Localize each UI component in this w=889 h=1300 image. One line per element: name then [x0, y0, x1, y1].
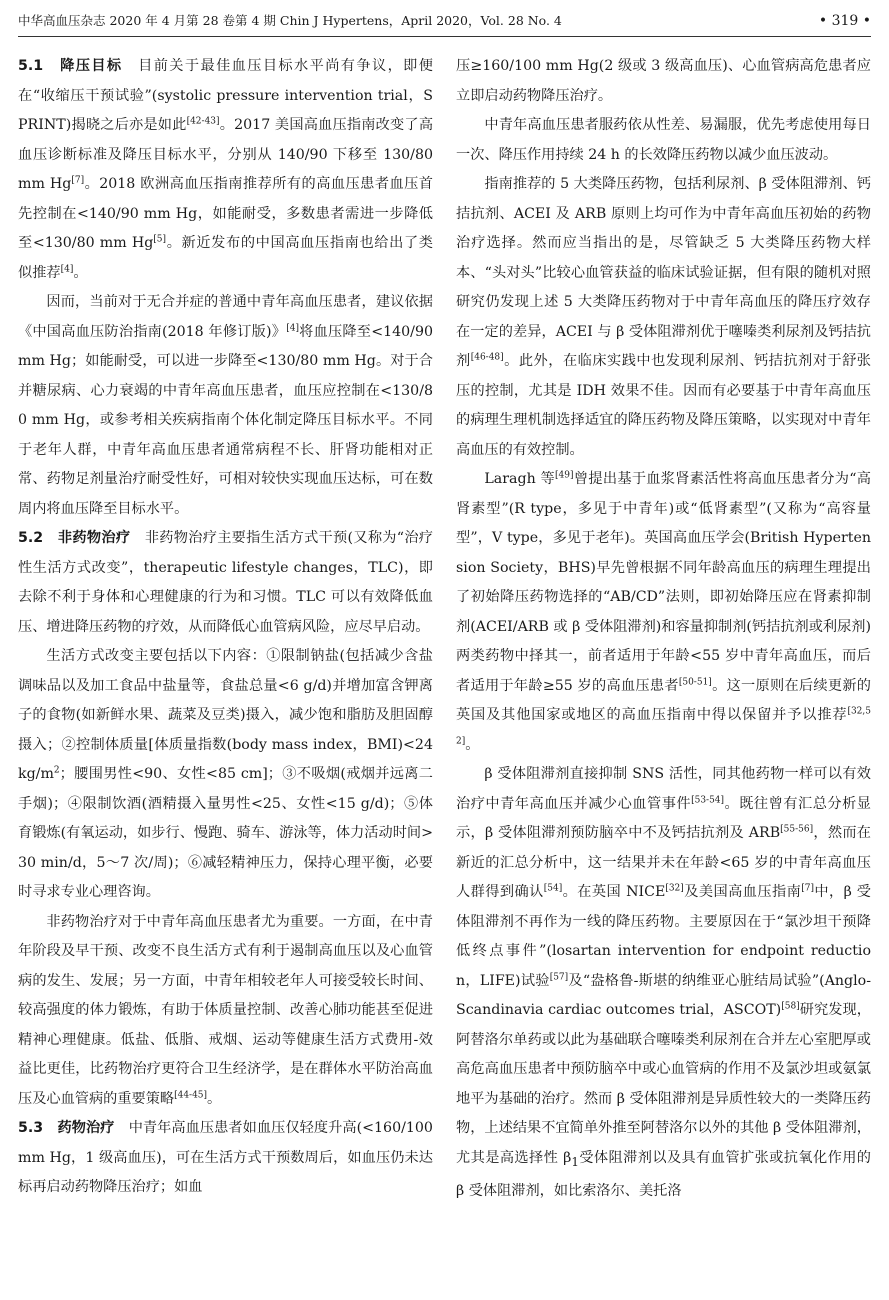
section-5-1: 5.1 降压目标 目前关于最佳血压目标水平尚有争议，即便在“收缩压干预试验”(systolic pressure intervention trial，SPRINT)揭晓之后亦是如此[42-43]。2017 美国高血压指南改变了高血压诊断标准及降压目标水平，分别从 140/90 下移至 130/80 mm Hg[7]。2018 欧洲高血压指南推荐所有的高血压患者血压首先控制在<140/90 mm Hg，如能耐受，多数患者需进一步降低至<130/80 mm Hg[5]。新近发布的中国高血压指南也给出了类似推荐[4]。: [18, 58, 434, 281]
citation: [54]: [543, 883, 563, 894]
citation: [4]: [60, 263, 74, 274]
section-title: 非药物治疗: [57, 530, 131, 546]
citation: [7]: [801, 883, 814, 894]
section-title: 药物治疗: [57, 1120, 115, 1136]
left-column: [18, 52, 433, 1203]
citation: [32,52]: [456, 706, 871, 746]
citation: [55-56]: [780, 824, 814, 835]
running-header: [18, 10, 871, 32]
citation: [4]: [286, 322, 299, 333]
paragraph: 生活方式改变主要包括以下内容：①限制钠盐(包括减少含盐调味品以及加工食品中盐量等，食盐总量<6 g/d)并增加富含钾离子的食物(如新鲜水果、蔬菜及豆类)摄入，减少饱和脂肪及胆固醇摄入；②控制体质量[体质量指数(body mass index，BMI)<24 $kg/m^2$；腰围男性<90、女性<85 cm]；③不吸烟(戒烟并远离二手烟)；④限制饮酒(酒精摄入量男性<25、女性<15 g/d)；⑤体育锻炼(有氧运动，如步行、慢跑、骑车、游泳等，体力活动时间>30 min/d，5～7 次/周)；⑥减轻精神压力，保持心理平衡，必要时寻求专业心理咨询。: [18, 648, 433, 900]
paragraph: 因而，当前对于无合并症的普通中青年高血压患者，建议依据《中国高血压防治指南(2018 年修订版)》[4]将血压降至<140/90 mm Hg；如能耐受，可以进一步降至<130/80 mm Hg。对于合并糖尿病、心力衰竭的中青年高血压患者，血压应控制在<130/80 mm Hg，或参考相关疾病指南个体化制定降压目标水平。不同于老年人群，中青年高血压患者通常病程不长、肝肾功能相对正常、药物足剂量治疗耐受性好，可相对较快实现血压达标，可在数周内将血压降至目标水平。: [18, 294, 433, 517]
citation: [46-48]: [470, 352, 504, 363]
subscript: 1: [571, 1154, 579, 1169]
citation: [49]: [555, 470, 574, 481]
citation: [53-54]: [691, 794, 725, 805]
right-column: [456, 52, 871, 1206]
section-title: 降压目标: [60, 58, 123, 74]
paragraph: 指南推荐的 5 大类降压药物，包括利尿剂、β 受体阻滞剂、钙拮抗剂、ACEI 及 ARB 原则上均可作为中青年高血压初始的药物治疗选择。然而应当指出的是，尽管缺乏 5 大类降压药物大样本、“头对头”比较心血管获益的临床试验证据，但有限的随机对照研究仍发现上述 5 大类降压药物对于中青年高血压的降压疗效存在一定的差异，ACEI 与 β 受体阻滞剂优于噻嗪类利尿剂及钙拮抗剂[46-48]。此外，在临床实践中也发现利尿剂、钙拮抗剂对于舒张压的控制，尤其是 IDH 效果不佳。因而有必要基于中青年高血压的病理生理机制选择适宜的降压药物及降压策略，以实现对中青年高血压的有效控制。: [456, 176, 871, 458]
paragraph: β 受体阻滞剂直接抑制 SNS 活性，同其他药物一样可以有效治疗中青年高血压并减少心血管事件[53-54]。既往曾有汇总分析显示，β 受体阻滞剂预防脑卒中不及钙拮抗剂及 ARB[55-56]，然而在新近的汇总分析中，这一结果并未在年龄<65 岁的中青年高血压人群得到确认[54]。在英国 NICE[32]及美国高血压指南[7]中，β 受体阻滞剂不再作为一线的降压药物。主要原因在于“氯沙坦干预降低终点事件”(losartan intervention for endpoint reduction，LIFE)试验[57]及“盎格鲁-斯堪的纳维亚心脏结局试验”(Anglo-Scandinavia cardiac outcomes trial，ASCOT)[58]研究发现，阿替洛尔单药或以此为基础联合噻嗪类利尿剂在合并左心室肥厚或高危高血压患者中预防脑卒中或心血管病的作用不及氯沙坦或氨氯地平为基础的治疗。然而 β 受体阻滞剂是异质性较大的一类降压药物，上述结果不宜简单外推至阿替洛尔以外的其他 β 受体阻滞剂，尤其是高选择性 $\beta_1$受体阻滞剂以及具有血管扩张或抗氧化作用的 β 受体阻滞剂，如比索洛尔、美托洛: [456, 766, 871, 1199]
citation: [42-43]: [186, 116, 220, 127]
section-5-3: 5.3 药物治疗 中青年高血压患者如血压仅轻度升高(<160/100 mm Hg，1 级高血压)，可在生活方式干预数周后，如血压仍未达标再启动药物降压治疗；如血: [18, 1120, 433, 1195]
superscript: 2: [53, 765, 60, 776]
paragraph: Laragh 等[49]曾提出基于血浆肾素活性将高血压患者分为“高肾素型”(R type，多见于中青年)或“低肾素型”(又称为“高容量型”，V type，多见于老年)。英国高血压学会(British Hypertension Society，BHS)早先曾根据不同年龄高血压的病理生理提出了初始降压药物选择的“AB/CD”法则，即初始降压应在肾素抑制剂(ACEI/ARB 或 β 受体阻滞剂)和容量抑制剂(钙拮抗剂或利尿剂)两类药物中择其一，前者适用于年龄<55 岁中青年高血压，而后者适用于年龄≥55 岁的高血压患者[50-51]。这一原则在后续更新的英国及其他国家或地区的高血压指南中得以保留并予以推荐[32,52]。: [456, 470, 872, 753]
citation: [57]: [549, 971, 569, 982]
citation: [58]: [781, 1001, 800, 1012]
section-number: 5.3: [18, 1120, 44, 1136]
section-number: 5.1: [18, 58, 44, 74]
section-5-2: 5.2 非药物治疗 非药物治疗主要指生活方式干预(又称为“治疗性生活方式改变”，therapeutic lifestyle changes，TLC)，即去除不利于身体和心理健康的行为和习惯。TLC 可以有效降低血压、增进降压药物的疗效，从而降低心血管病风险，应尽早启动。: [18, 530, 433, 635]
paragraph-continued: 压≥160/100 mm Hg(2 级或 3 级高血压)、心血管病高危患者应立即启动药物降压治疗。: [456, 58, 871, 104]
citation: [7]: [71, 175, 85, 186]
section-number: 5.2: [18, 530, 44, 546]
paragraph: 非药物治疗对于中青年高血压患者尤为重要。一方面，在中青年阶段及早干预、改变不良生活方式有利于遏制高血压以及心血管病的发生、发展；另一方面，中青年相较老年人可接受较长时间、较高强度的体力锻炼，有助于体质量控制、改善心肺功能甚至促进精神心理健康。低盐、低脂、戒烟、运动等健康生活方式费用-效益比更佳，比药物治疗更符合卫生经济学，是在群体水平防治高血压及心血管病的重要策略[44-45]。: [18, 913, 433, 1107]
paragraph: 中青年高血压患者服药依从性差、易漏服，优先考虑使用每日一次、降压作用持续 24 h 的长效降压药物以减少血压波动。: [456, 117, 871, 163]
journal-citation: 中华高血压杂志 2020 年 4 月第 28 卷第 4 期 Chin J Hypertens，April 2020，Vol. 28 No. 4: [18, 13, 562, 28]
page-number: • 319 •: [818, 13, 871, 29]
header-rule: [18, 36, 871, 37]
citation: [44-45]: [174, 1089, 208, 1100]
citation: [32]: [665, 883, 684, 894]
citation: [5]: [153, 234, 167, 245]
citation: [50-51]: [678, 676, 712, 687]
